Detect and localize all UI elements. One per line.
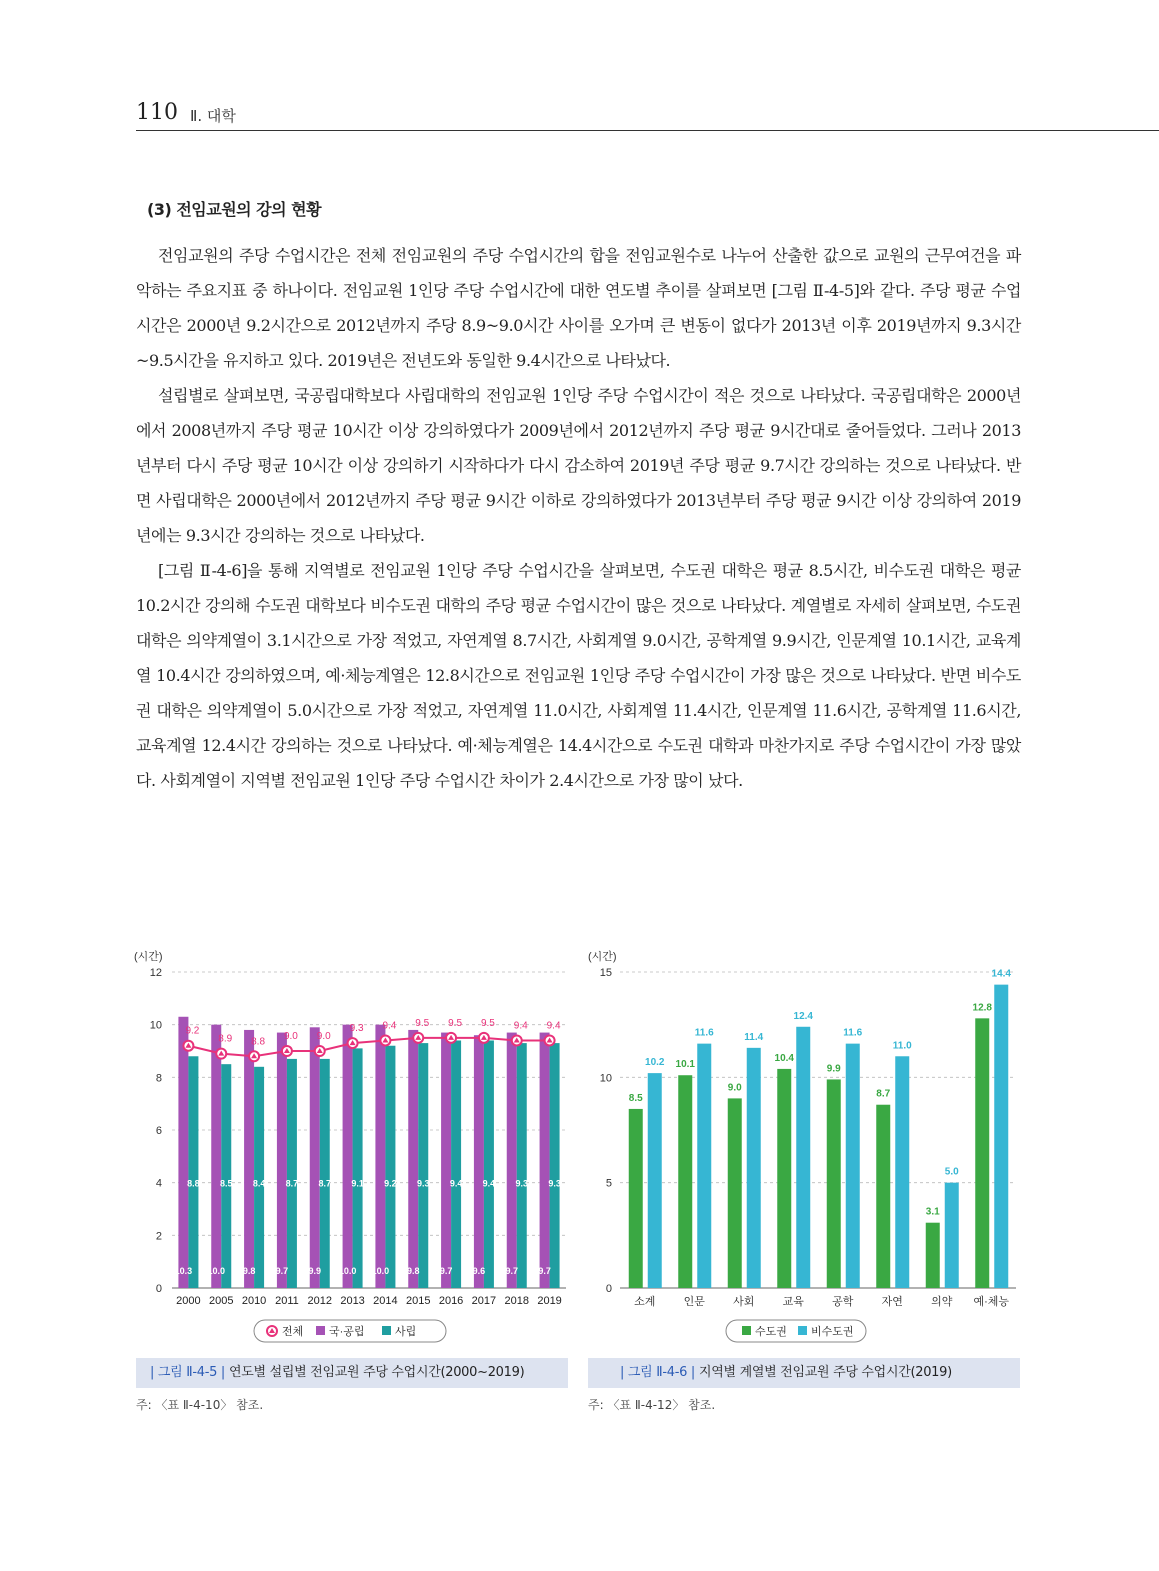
x-tick-label: 소계 — [634, 1296, 656, 1308]
bar-private-label: 8.7 — [285, 1178, 299, 1189]
figure-caption-1 — [136, 1358, 568, 1388]
x-tick-label: 사회 — [733, 1296, 755, 1308]
bar-national-label: 9.7 — [505, 1266, 519, 1276]
legend-noncapital-icon — [798, 1326, 807, 1335]
x-tick-label: 2012 — [307, 1295, 332, 1307]
bar-national — [343, 1025, 353, 1288]
point-total-label: 9.5 — [448, 1017, 463, 1029]
chapter-title: Ⅱ. 대학 — [190, 107, 236, 125]
figure-label-2: | 그림 Ⅱ-4-6 | — [620, 1365, 695, 1380]
bar-capital — [926, 1223, 940, 1288]
bar-national — [375, 1025, 385, 1288]
legend-national-label: 국·공립 — [329, 1326, 365, 1338]
bar-noncapital-label: 14.4 — [991, 968, 1011, 980]
y-tick-label: 10 — [599, 1072, 612, 1085]
bar-capital — [827, 1079, 841, 1288]
point-total-label: 9.4 — [382, 1020, 397, 1032]
bar-national-label: 9.9 — [308, 1266, 322, 1276]
bar-noncapital — [846, 1044, 860, 1288]
x-tick-label: 2018 — [504, 1295, 529, 1307]
bar-noncapital-label: 10.2 — [645, 1057, 665, 1069]
x-tick-label: 2013 — [340, 1295, 365, 1307]
bar-national — [277, 1033, 287, 1288]
paragraph-2: 설립별로 살펴보면, 국공립대학보다 사립대학의 전임교원 1인당 주당 수업시간이 적은 것으로 나타났다. 국공립대학은 2000년에서 2008년까지 주당 평균 10시간 이상 강의하였다가 2009년에서 2012년까지 주당 평균 9시간대로 줄어들었다. 그러나 2013년부터 다시 주당 평균 10시간 이상 강의하기 시작하다가 다시 감소하여 2019년 주당 평균 9.7시간 강의하는 것으로 나타났다. 반면 사립대학은 2000년에서 2012년까지 주당 평균 9시간 이하로 강의하였다가 2013년부터 주당 평균 9시간 이상 강의하여 2019년에는 9.3시간 강의하는 것으로 나타났다. — [136, 386, 1021, 545]
x-tick-label: 의약 — [931, 1296, 953, 1308]
point-total-label: 9.3 — [349, 1023, 364, 1035]
bar-private-label: 8.8 — [187, 1178, 200, 1189]
legend-private-icon — [382, 1326, 391, 1335]
legend-noncapital-label: 비수도권 — [811, 1326, 854, 1338]
legend-capital-icon — [742, 1326, 751, 1335]
bar-private — [254, 1067, 264, 1288]
chart1-svg — [130, 946, 576, 1346]
figure-note-2: 주: 〈표 Ⅱ-4-12〉 참조. — [588, 1398, 716, 1412]
x-tick-label: 공학 — [832, 1296, 854, 1308]
chart-yearly-by-establishment — [130, 946, 576, 1346]
bar-capital-label: 10.1 — [675, 1059, 695, 1071]
bar-noncapital-label: 11.6 — [694, 1027, 714, 1039]
point-total-label: 9.0 — [316, 1031, 331, 1042]
point-total-label: 9.2 — [185, 1025, 200, 1037]
bar-noncapital — [648, 1073, 662, 1288]
point-total-label: 8.8 — [251, 1036, 266, 1048]
point-total-label: 9.0 — [283, 1031, 298, 1042]
bar-capital — [777, 1069, 791, 1288]
x-tick-label: 교육 — [782, 1296, 804, 1308]
bar-private-label: 8.7 — [318, 1178, 332, 1189]
bar-noncapital-label: 11.6 — [843, 1027, 863, 1039]
bar-private — [550, 1043, 560, 1288]
bar-national-label: 9.7 — [439, 1266, 453, 1276]
bar-national — [507, 1033, 517, 1288]
bar-national-label: 9.7 — [538, 1266, 551, 1276]
bar-national — [441, 1033, 451, 1288]
bar-national-label: 9.8 — [242, 1266, 256, 1276]
bar-national — [178, 1017, 188, 1288]
bar-noncapital-label: 11.0 — [892, 1040, 912, 1052]
x-tick-label: 2010 — [241, 1295, 267, 1307]
bar-capital-label: 12.8 — [972, 1002, 992, 1014]
legend-private-label: 사립 — [395, 1326, 417, 1338]
y-tick-label: 0 — [605, 1283, 612, 1295]
bar-capital — [975, 1018, 989, 1288]
y-tick-label: 8 — [155, 1072, 162, 1085]
bar-private-label: 9.1 — [351, 1178, 364, 1189]
x-tick-label: 2005 — [209, 1295, 234, 1307]
x-tick-label: 2000 — [176, 1295, 201, 1307]
bar-capital — [629, 1109, 643, 1288]
point-total-label: 9.5 — [480, 1017, 495, 1029]
x-tick-label: 인문 — [683, 1296, 705, 1308]
x-tick-label: 2017 — [471, 1295, 497, 1307]
bar-private-label: 9.3 — [515, 1178, 529, 1189]
bar-capital-label: 3.1 — [925, 1206, 940, 1218]
bar-private-label: 9.3 — [416, 1178, 430, 1189]
body-text — [136, 238, 1021, 798]
bar-private — [451, 1040, 461, 1288]
bar-private-label: 9.4 — [482, 1178, 496, 1189]
bar-national-label: 10.0 — [338, 1266, 357, 1276]
bar-national-label: 10.3 — [174, 1266, 193, 1276]
bar-national-label: 10.0 — [371, 1266, 390, 1276]
bar-capital-label: 8.7 — [876, 1088, 891, 1100]
bar-capital — [876, 1105, 890, 1288]
y-tick-label: 0 — [155, 1283, 162, 1295]
bar-national-label: 10.0 — [207, 1266, 226, 1276]
bar-national-label: 9.6 — [472, 1266, 486, 1276]
paragraph-3: [그림 Ⅱ-4-6]을 통해 지역별로 전임교원 1인당 주당 수업시간을 살펴보면, 수도권 대학은 평균 8.5시간, 비수도권 대학은 평균 10.2시간 강의해 수도권 대학보다 비수도권 대학의 주당 평균 수업시간이 많은 것으로 나타났다. 계열별로 자세히 살펴보면, 수도권 대학은 의약계열이 3.1시간으로 가장 적었고, 자연계열 8.7시간, 사회계열 9.0시간, 공학계열 9.9시간, 인문계열 10.1시간, 교육계열 10.4시간 강의하였으며, 예·체능계열은 12.8시간으로 전임교원 1인당 주당 수업시간이 가장 많은 것으로 나타났다. 반면 비수도권 대학은 의약계열이 5.0시간으로 가장 적었고, 자연계열 11.0시간, 사회계열 11.4시간, 인문계열 11.6시간, 공학계열 11.6시간, 교육계열 12.4시간 강의하는 것으로 나타났다. 예·체능계열은 14.4시간으로 수도권 대학과 마찬가지로 주당 수업시간이 가장 많았다. 사회계열이 지역별 전임교원 1인당 주당 수업시간 차이가 2.4시간으로 가장 많이 났다. — [136, 561, 1021, 790]
bar-private-label: 8.4 — [252, 1178, 266, 1189]
bar-private — [320, 1059, 330, 1288]
paragraph-1: 전임교원의 주당 수업시간은 전체 전임교원의 주당 수업시간의 합을 전임교원수로 나누어 산출한 값으로 교원의 근무여건을 파악하는 주요지표 중 하나이다. 전임교원 1인당 주당 수업시간에 대한 연도별 추이를 살펴보면 [그림 Ⅱ-4-5]와 같다. 주당 평균 수업시간은 2000년 9.2시간으로 2012년까지 주당 8.9~9.0시간 사이를 오가며 큰 변동이 없다가 2013년 이후 2019년까지 9.3시간~9.5시간을 유지하고 있다. 2019년은 전년도와 동일한 9.4시간으로 나타났다. — [136, 246, 1021, 370]
bar-private-label: 8.5 — [219, 1178, 233, 1189]
figure-caption-2 — [588, 1358, 1020, 1388]
y-tick-label: 15 — [599, 967, 612, 979]
bar-private-label: 9.4 — [449, 1178, 463, 1189]
bar-noncapital-label: 12.4 — [793, 1010, 813, 1022]
bar-capital-label: 9.0 — [727, 1082, 742, 1094]
bar-national — [540, 1033, 550, 1288]
bar-private — [418, 1043, 428, 1288]
bar-private-label: 9.3 — [548, 1178, 561, 1189]
y-tick-label: 6 — [155, 1125, 162, 1137]
chart2-svg — [584, 946, 1024, 1346]
bar-capital-label: 9.9 — [826, 1063, 841, 1075]
bar-private — [221, 1064, 231, 1288]
bar-noncapital — [697, 1044, 711, 1288]
point-total-label: 9.5 — [415, 1017, 430, 1029]
page-number: 110 — [136, 100, 178, 125]
bar-capital-label: 8.5 — [628, 1092, 643, 1104]
bar-national-label: 9.8 — [406, 1266, 420, 1276]
bar-private — [385, 1046, 395, 1288]
figure-caption-text-1: 연도별 설립별 전임교원 주당 수업시간(2000~2019) — [229, 1365, 525, 1380]
y-axis-unit-label: (시간) — [588, 951, 617, 963]
bar-national — [310, 1027, 320, 1288]
y-axis-unit-label: (시간) — [134, 951, 163, 963]
bar-private — [484, 1040, 494, 1288]
bar-private-label: 9.2 — [384, 1178, 397, 1189]
line-total — [188, 1038, 549, 1056]
bar-noncapital — [747, 1048, 761, 1288]
bar-national-label: 9.7 — [275, 1266, 289, 1276]
y-tick-label: 4 — [155, 1177, 162, 1190]
x-tick-label: 예·체능 — [973, 1296, 1010, 1308]
x-tick-label: 2016 — [438, 1295, 464, 1307]
bar-noncapital — [895, 1056, 909, 1288]
legend-total-label: 전체 — [282, 1326, 304, 1338]
bar-private — [188, 1056, 198, 1288]
y-tick-label: 5 — [605, 1177, 612, 1190]
chart-region-by-field — [584, 946, 1024, 1346]
legend-capital-label: 수도권 — [755, 1326, 787, 1338]
bar-capital — [728, 1098, 742, 1288]
point-total-label: 8.9 — [218, 1033, 233, 1045]
x-tick-label: 2011 — [275, 1295, 299, 1307]
x-tick-label: 2019 — [537, 1295, 562, 1307]
bar-capital-label: 10.4 — [774, 1052, 794, 1064]
bar-private — [287, 1059, 297, 1288]
bar-noncapital — [945, 1183, 959, 1288]
bar-private — [353, 1048, 363, 1288]
figure-label-1: | 그림 Ⅱ-4-5 | — [150, 1365, 225, 1380]
bar-national — [211, 1025, 221, 1288]
x-tick-label: 2015 — [406, 1295, 431, 1307]
figure-note-1: 주: 〈표 Ⅱ-4-10〉 참조. — [136, 1398, 264, 1412]
bar-noncapital-label: 5.0 — [944, 1166, 959, 1178]
bar-national — [474, 1035, 484, 1288]
bar-noncapital-label: 11.4 — [744, 1031, 764, 1043]
x-tick-label: 자연 — [881, 1296, 903, 1308]
point-total-label: 9.4 — [513, 1020, 528, 1032]
point-total-label: 9.4 — [546, 1020, 561, 1032]
x-tick-label: 2014 — [373, 1295, 398, 1307]
legend-national-icon — [316, 1326, 325, 1335]
section-title: (3) 전임교원의 강의 현황 — [147, 200, 322, 219]
y-tick-label: 2 — [155, 1230, 162, 1243]
y-tick-label: 12 — [149, 967, 162, 979]
y-tick-label: 10 — [149, 1019, 162, 1032]
bar-national — [244, 1030, 254, 1288]
bar-noncapital — [796, 1027, 810, 1288]
bar-national — [408, 1030, 418, 1288]
figure-caption-text-2: 지역별 계열별 전임교원 주당 수업시간(2019) — [699, 1365, 952, 1380]
page-header — [136, 96, 1159, 131]
bar-noncapital — [994, 985, 1008, 1288]
bar-capital — [678, 1075, 692, 1288]
bar-private — [517, 1043, 527, 1288]
